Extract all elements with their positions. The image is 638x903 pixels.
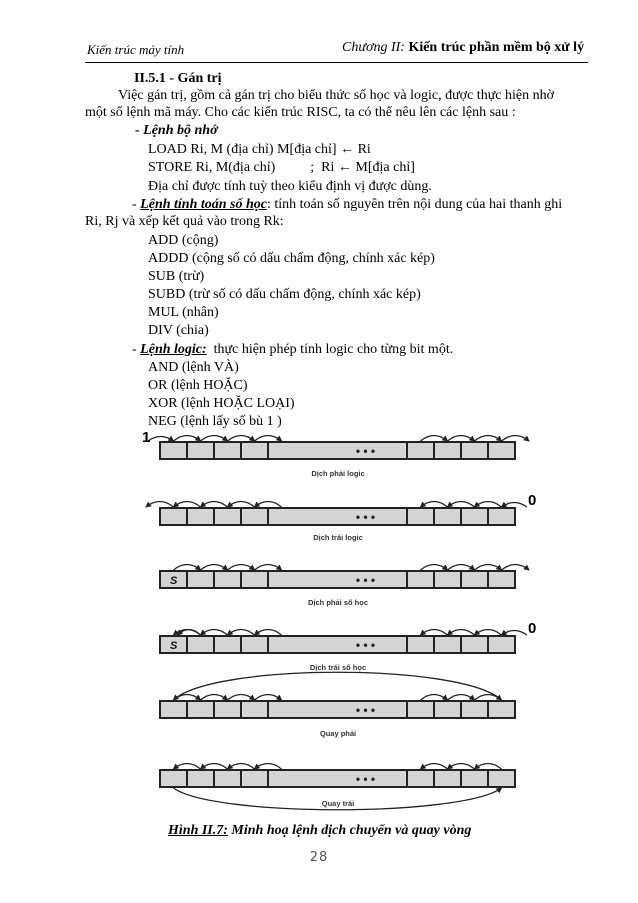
shift-arrow [174,764,201,770]
shift-arrow [201,436,228,442]
shift-arrow [502,503,528,508]
figure-caption [168,823,471,839]
ellipsis-dots: • • • [355,573,376,587]
arith-heading: Lệnh tính toán số học [140,197,267,212]
arith-item: DIV (chia) [148,323,209,338]
shift-arrow [475,630,502,636]
logic-dash: - [132,342,141,357]
row-label: Quay phải [319,729,357,738]
row-label: Dịch phải logic [311,469,365,478]
shift-arrow [228,695,255,701]
arith-item: MUL (nhân) [148,305,219,320]
arith-desc-1: : tính toán số nguyên trên nội dung của hai thanh ghi [267,197,563,212]
shift-arrow [201,565,228,571]
shift-arrow [201,695,228,701]
shift-arrow [448,502,475,508]
shift-arrow [255,565,282,571]
shift-arrow [475,565,502,571]
shift-arrow [421,695,448,701]
shift-arrow [448,565,475,571]
shift-arrow [148,437,174,442]
shift-arrow [174,436,201,442]
shift-rotate-figure [140,418,540,820]
row-label: Dịch phải số học [307,598,369,607]
shift-arrow [502,631,528,636]
logic-item: XOR (lệnh HOẶC LOẠI) [148,396,295,411]
shift-arrow [255,695,282,701]
shift-arrow [475,764,502,770]
shift-arrow [255,436,282,442]
shift-arrow [228,436,255,442]
shift-arrow [255,502,282,508]
sign-bit-label: S [170,575,178,587]
arith-desc-2: Ri, Rj và xếp kết quả vào trong Rk: [85,214,284,229]
arith-item: SUB (trừ) [148,269,205,284]
shift-arrow [228,630,255,636]
shift-arrow [448,436,475,442]
shift-arrow [255,630,282,636]
shift-arrow [502,436,530,442]
shift-arrow [448,630,475,636]
header-book-title: Kiến trúc máy tính [87,42,185,57]
ellipsis-dots: • • • [355,772,376,786]
logic-item: OR (lệnh HOẶC) [148,378,248,393]
shift-arrow [448,695,475,701]
shift-arrow [421,565,448,571]
shift-arrow [146,502,174,508]
memory-line-2: STORE Ri, M(địa chỉ) ; Ri ← M[địa chỉ] [148,160,415,175]
sign-bit-label: S [170,640,178,652]
memory-line-3: Địa chỉ được tính tuỳ theo kiểu định vị được dùng. [148,179,432,194]
ellipsis-dots: • • • [355,638,376,652]
shift-arrow [201,502,228,508]
row-label: Quay trái [321,799,355,808]
logic-heading: Lệnh logic: [140,342,207,357]
intro-line-1: Việc gán trị, gồm cả gán trị cho biểu thức số học và logic, được thực hiện nhờ [118,88,554,103]
shift-arrow [228,565,255,571]
input-zero-label: 0 [528,492,537,509]
row-label: Dịch trái số học [309,663,367,672]
arith-item: ADDD (cộng số có dấu chấm động, chính xác kép) [148,251,435,266]
intro-line-2: một số lệnh mã máy. Cho các kiến trúc RISC, ta có thể nêu lên các lệnh sau : [85,105,516,120]
input-zero-label: 0 [528,620,537,637]
ellipsis-dots: • • • [355,444,376,458]
shift-arrow [201,630,228,636]
shift-arrow [228,764,255,770]
shift-arrow [421,630,448,636]
shift-arrow [475,502,502,508]
shift-arrow [502,565,530,571]
logic-item: AND (lệnh VÀ) [148,360,239,375]
shift-arrow [174,565,201,571]
ellipsis-dots: • • • [355,510,376,524]
memory-heading: - Lệnh bộ nhớ [135,123,218,138]
section-heading: II.5.1 - Gán trị [134,71,222,86]
arith-item: ADD (cộng) [148,233,219,248]
caption-prefix: Hình II.7: [168,823,228,838]
shift-arrow [475,436,502,442]
logic-item: NEG (lệnh lấy số bù 1 ) [148,414,282,429]
header-chapter-label: Chương II: [342,40,405,55]
logic-line [132,341,453,358]
header-chapter [342,40,584,56]
arith-dash: - [132,197,141,212]
header-chapter-title: Kiến trúc phần mềm bộ xử lý [408,40,585,55]
row-label: Dịch trái logic [313,533,363,542]
page-number: 28 [309,850,329,865]
rotate-arrow [174,672,502,700]
shift-diagram [140,418,540,820]
memory-line-1: LOAD Ri, M (địa chỉ) M[địa chỉ] ← Ri [148,142,371,157]
input-one-label: 1 [142,429,151,446]
shift-arrow [201,764,228,770]
shift-arrow [228,502,255,508]
caption-text: Minh hoạ lệnh dịch chuyển và quay vòng [227,823,472,838]
shift-arrow [448,764,475,770]
logic-desc: thực hiện phép tính logic cho từng bit một. [206,342,454,357]
shift-arrow [421,764,448,770]
arith-item: SUBD (trừ số có dấu chấm động, chính xác kép) [148,287,421,302]
shift-arrow [255,764,282,770]
shift-arrow [421,436,448,442]
header-rule [85,62,588,63]
shift-arrow [174,502,201,508]
shift-arrow [421,502,448,508]
arith-line-1 [132,196,562,213]
ellipsis-dots: • • • [355,703,376,717]
